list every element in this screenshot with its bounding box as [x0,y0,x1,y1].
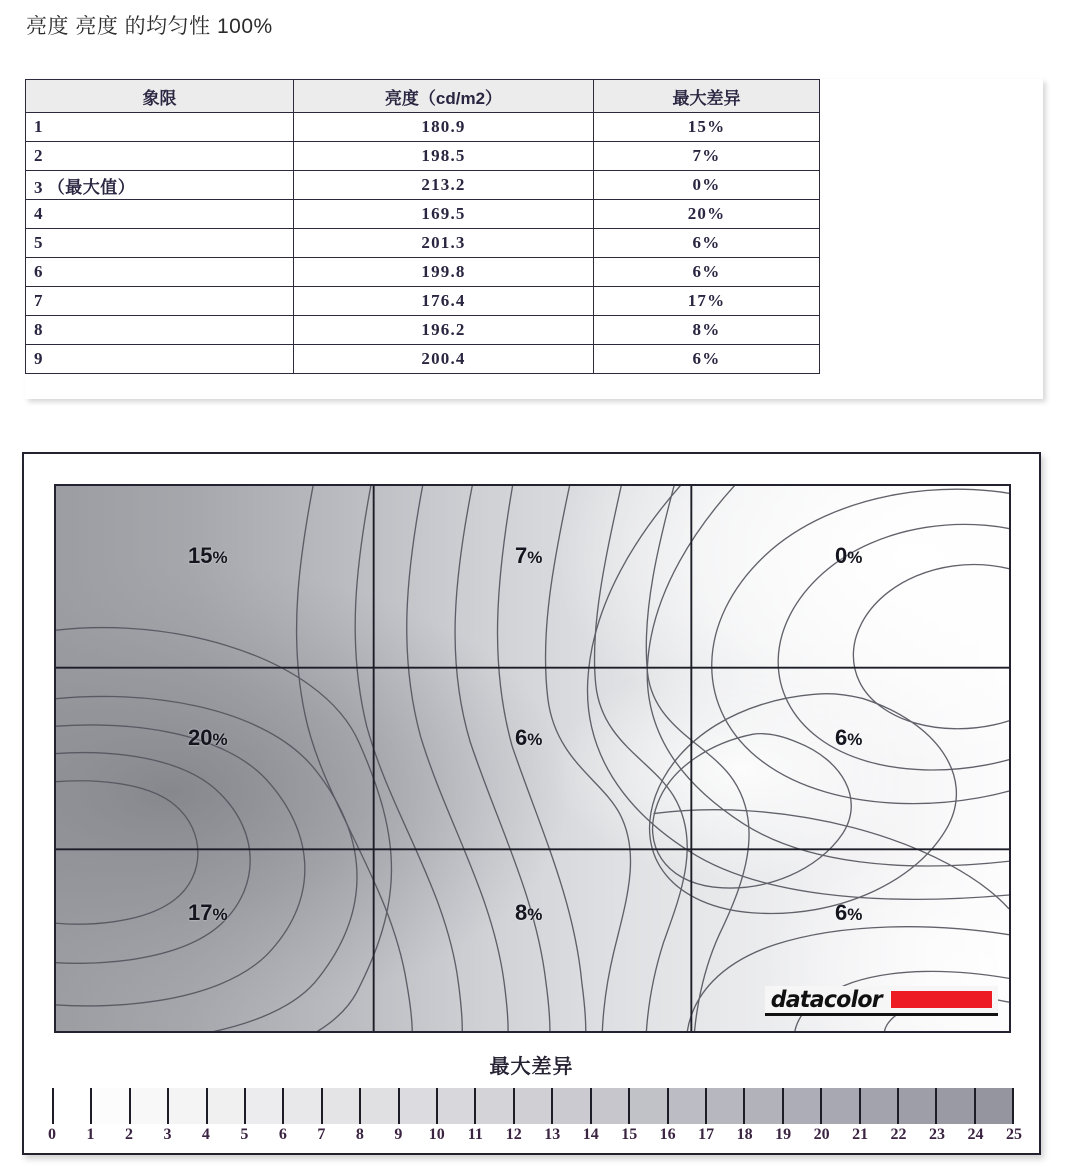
legend-tick-labels [48,1126,1022,1152]
heatmap-cell-label [188,900,228,926]
legend-swatch [551,1088,589,1124]
legend-swatch [398,1088,436,1124]
legend-swatch [282,1088,320,1124]
legend-swatch [590,1088,628,1124]
legend-tick: 4 [201,1126,210,1143]
legend-tick: 17 [698,1126,715,1143]
cell-luminance: 196.2 [294,316,594,345]
legend-tick: 3 [163,1126,172,1143]
table-row [26,142,820,171]
table-row [26,316,820,345]
legend-tick: 6 [278,1126,287,1143]
percent-sign: % [212,905,228,924]
page-title: 亮度 亮度 的均匀性 100% [26,15,273,38]
cell-quadrant: 8 [26,316,294,345]
datacolor-logo [765,986,998,1016]
legend-tick: 20 [813,1126,830,1143]
cell-max-deviation: 7% [594,142,820,171]
cell-max-deviation: 6% [594,258,820,287]
legend-tick: 8 [355,1126,364,1143]
cell-max-deviation: 0% [594,171,820,200]
legend-tick: 1 [86,1126,95,1143]
legend-swatch [743,1088,781,1124]
cell-quadrant: 5 [26,229,294,258]
heatmap-cell-value: 6 [835,725,848,750]
legend-swatch [897,1088,935,1124]
legend-swatch [244,1088,282,1124]
table-row [26,113,820,142]
heatmap-cell-label [515,543,542,569]
datacolor-red-bar [891,991,992,1008]
cell-max-deviation: 6% [594,229,820,258]
legend-tick: 10 [428,1126,445,1143]
heatmap-cell-value: 17 [188,900,213,925]
column-header-deviation: 最大差异 [594,80,820,113]
legend-tick: 24 [967,1126,984,1143]
cell-max-deviation: 6% [594,345,820,374]
legend-tick: 21 [852,1126,869,1143]
column-header-quadrant: 象限 [26,80,294,113]
cell-luminance: 176.4 [294,287,594,316]
cell-max-deviation: 15% [594,113,820,142]
legend-tick: 11 [467,1126,483,1143]
legend-swatch [167,1088,205,1124]
table-body [26,113,820,374]
cell-max-deviation: 8% [594,316,820,345]
legend-tick: 7 [317,1126,326,1143]
table-row [26,287,820,316]
cell-quadrant: 3 （最大值） [26,171,294,200]
heatmap-cell-label [515,725,542,751]
table-row [26,258,820,287]
legend-tick: 23 [929,1126,946,1143]
percent-sign: % [847,548,863,567]
table-row [26,345,820,374]
legend-swatch [935,1088,973,1124]
legend-swatch [359,1088,397,1124]
legend-swatch [206,1088,244,1124]
legend-swatch [129,1088,167,1124]
cell-luminance: 198.5 [294,142,594,171]
cell-quadrant: 7 [26,287,294,316]
legend-swatch [974,1088,1014,1124]
percent-sign: % [212,730,228,749]
uniformity-table-card [25,79,1043,399]
percent-sign: % [527,730,543,749]
heatmap-cell-value: 8 [515,900,528,925]
legend-tick: 14 [582,1126,599,1143]
datacolor-wordmark: datacolor [770,986,882,1013]
cell-quadrant: 2 [26,142,294,171]
cell-luminance: 200.4 [294,345,594,374]
legend-swatch [321,1088,359,1124]
column-header-luminance: 亮度（cd/m2） [294,80,594,113]
legend-title: 最大差异 [489,1056,574,1078]
percent-sign: % [212,548,228,567]
cell-quadrant: 4 [26,200,294,229]
heatmap-cell-label [188,725,228,751]
cell-luminance: 199.8 [294,258,594,287]
table-row [26,200,820,229]
heatmap-cell-value: 15 [188,543,213,568]
percent-sign: % [847,730,863,749]
percent-sign: % [527,905,543,924]
legend-swatch [90,1088,128,1124]
legend-swatch [513,1088,551,1124]
legend-swatch [782,1088,820,1124]
heatmap-cell-label [188,543,228,569]
legend-swatch [474,1088,512,1124]
legend-swatch [52,1088,90,1124]
legend-swatch [859,1088,897,1124]
legend-tick: 2 [124,1126,133,1143]
heatmap-cell-value: 6 [515,725,528,750]
table-row [26,171,820,200]
cell-luminance: 169.5 [294,200,594,229]
legend-tick: 9 [394,1126,403,1143]
heatmap-cell-value: 20 [188,725,213,750]
legend-tick: 18 [736,1126,753,1143]
legend-tick: 0 [48,1126,56,1143]
legend-tick: 22 [890,1126,907,1143]
uniformity-table [25,79,820,374]
cell-max-deviation: 20% [594,200,820,229]
percent-sign: % [847,905,863,924]
table-header-row [26,80,820,113]
legend-tick: 15 [621,1126,638,1143]
heatmap-cell-label [515,900,542,926]
cell-max-deviation: 17% [594,287,820,316]
percent-sign: % [527,548,543,567]
heatmap-cell-label [835,543,862,569]
cell-luminance: 180.9 [294,113,594,142]
heatmap-cell-label [835,725,862,751]
legend-swatch [628,1088,666,1124]
cell-luminance: 213.2 [294,171,594,200]
cell-quadrant: 9 [26,345,294,374]
legend-tick: 19 [775,1126,792,1143]
legend-swatch [705,1088,743,1124]
legend-tick: 16 [659,1126,676,1143]
legend-colorbar [52,1088,1014,1124]
legend-tick: 13 [544,1126,561,1143]
table-row [26,229,820,258]
heatmap-cell-value: 6 [835,900,848,925]
cell-quadrant: 6 [26,258,294,287]
legend-tick: 5 [240,1126,249,1143]
legend-swatch [667,1088,705,1124]
legend-tick: 25 [1006,1126,1022,1143]
legend-tick: 12 [505,1126,522,1143]
heatmap-cell-value: 7 [515,543,528,568]
cell-luminance: 201.3 [294,229,594,258]
heatmap-cell-label [835,900,862,926]
cell-quadrant: 1 [26,113,294,142]
heatmap-cell-value: 0 [835,543,848,568]
legend-swatch [820,1088,858,1124]
legend-swatch [436,1088,474,1124]
